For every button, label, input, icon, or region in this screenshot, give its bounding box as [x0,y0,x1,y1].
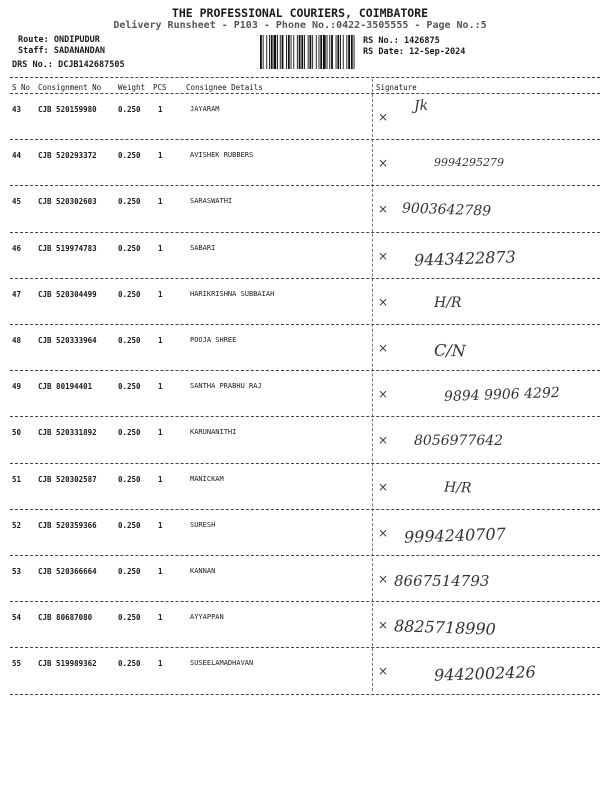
row-weight: 0.250 [118,105,141,114]
table-row [0,648,600,694]
row-weight: 0.250 [118,613,141,623]
signature-mark-icon: × [378,387,389,402]
signature-mark-icon: × [378,479,389,494]
signature-handwriting: 8056977642 [414,433,504,450]
signature-mark-icon: × [378,294,389,309]
rs-no-line [363,36,440,46]
row-signature [374,417,600,463]
row-consignment-no: CJB 520293372 [38,151,97,161]
row-signature [374,510,600,556]
signature-handwriting: Jk [413,97,429,115]
row-sno: 49 [12,382,22,392]
row-consignee-name: SABARI [190,243,216,252]
signature-mark-icon: × [378,572,389,586]
row-signature [374,94,600,140]
route-label: Route: [18,35,49,45]
row-weight: 0.250 [118,243,141,253]
table-row [0,556,600,602]
col-header-pcs: PCS [153,83,167,92]
row-consignee-name: KARUNANITHI [190,428,237,437]
route-value: ONDIPUDUR [53,35,100,45]
row-consignee-name: KANNAN [190,567,216,575]
row-weight: 0.250 [118,567,141,576]
row-consignment-no: CJB 520159980 [38,105,97,114]
table-row [0,140,600,186]
drs-label: DRS No.: [12,60,53,70]
row-weight: 0.250 [118,520,141,530]
row-pcs: 1 [158,520,163,530]
row-sno: 44 [12,151,22,161]
col-header-weight: Weight [118,83,146,92]
drs-line [12,60,125,70]
row-pcs: 1 [158,659,163,669]
row-consignment-no: CJB 80687080 [38,613,93,623]
row-weight: 0.250 [118,197,141,207]
row-sno: 43 [12,105,22,114]
table-row [0,371,600,417]
row-signature [374,140,600,186]
row-consignment-no: CJB 520304499 [38,289,97,299]
row-weight: 0.250 [118,289,141,299]
signature-handwriting: C/N [433,340,466,361]
row-pcs: 1 [158,336,163,345]
signature-handwriting: 9003642789 [401,200,492,220]
row-consignee-name: AVISHEK RUBBERS [190,151,254,160]
row-pcs: 1 [158,567,163,576]
table-row [0,94,600,140]
row-consignee-name: MANICKAM [190,474,224,483]
signature-mark-icon: × [378,341,389,355]
row-consignee-name: JAYARAM [190,105,220,113]
row-signature [374,371,600,417]
staff-value: SADANANDAN [53,46,106,56]
signature-handwriting: 9994295279 [434,156,504,170]
barcode-image [258,33,358,73]
row-consignment-no: CJB 519989362 [38,659,97,669]
table-row [0,464,600,510]
row-signature [374,233,600,279]
row-weight: 0.250 [118,382,141,392]
row-weight: 0.250 [118,474,141,484]
row-consignment-no: CJB 520302587 [38,474,97,484]
row-sno: 47 [12,289,22,299]
rs-date-label: RS Date: [363,47,404,57]
col-header-sno: S No [12,83,31,92]
rs-no-value: 1426875 [403,36,440,46]
row-separator [10,694,600,695]
col-header-consignment: Consignment No [38,83,102,92]
row-sno: 45 [12,197,22,207]
row-weight: 0.250 [118,151,141,161]
row-signature [374,325,600,371]
row-consignee-name: SUSEELAMADHAVAN [190,659,254,668]
signature-handwriting: H/R [443,479,472,497]
row-consignee-name: AYYAPPAN [190,613,224,622]
rs-date-value: 12-Sep-2024 [409,47,466,57]
runsheet-title: THE PROFESSIONAL COURIERS, COIMBATORE [171,6,429,20]
signature-handwriting: 9443422873 [413,246,517,270]
row-consignee-name: SANTHA PRABHU RAJ [190,382,262,391]
table-row [0,233,600,279]
table-row [0,417,600,463]
table-top-rule [10,77,600,78]
signature-handwriting: 9442002426 [433,662,537,686]
col-header-signature: Signature [376,83,417,92]
signature-handwriting: 8667514793 [394,572,490,590]
row-pcs: 1 [158,382,163,392]
row-pcs: 1 [158,474,163,484]
row-pcs: 1 [158,243,163,253]
row-signature [374,556,600,602]
signature-mark-icon: × [378,433,389,448]
row-consignment-no: CJB 80194401 [38,382,93,392]
route-line [18,35,100,45]
signature-handwriting: 9994240707 [403,524,507,547]
runsheet-subtitle: Delivery Runsheet - P103 - Phone No.:0422-3505555 - Page No.:5 [113,20,487,31]
row-pcs: 1 [158,289,163,299]
row-pcs: 1 [158,105,163,114]
row-sno: 52 [12,520,22,530]
row-consignee-name: SARASWATHI [190,197,233,206]
row-consignment-no: CJB 519974783 [38,243,97,253]
table-row [0,279,600,325]
row-pcs: 1 [158,613,163,623]
row-consignment-no: CJB 520331892 [38,428,97,438]
table-row [0,186,600,232]
row-consignee-name: POOJA SHREE [190,336,237,344]
row-signature [374,648,600,694]
row-signature [374,602,600,648]
row-weight: 0.250 [118,659,141,669]
signature-mark-icon: × [378,618,389,633]
row-signature [374,279,600,325]
row-consignee-name: SURESH [190,520,216,529]
signature-mark-icon: × [378,248,389,263]
row-weight: 0.250 [118,336,141,345]
row-consignment-no: CJB 520366664 [38,567,97,576]
row-sno: 48 [12,336,22,345]
table-row [0,510,600,556]
signature-handwriting: 8825718990 [393,616,497,639]
signature-handwriting: 9894 9906 4292 [443,385,561,406]
row-sno: 53 [12,567,22,576]
signature-mark-icon: × [378,202,389,217]
row-sno: 55 [12,659,22,669]
table-row [0,602,600,648]
row-consignee-name: HARIKRISHNA SUBBAIAH [190,289,275,298]
row-consignment-no: CJB 520302603 [38,197,97,207]
signature-handwriting: H/R [434,294,462,311]
signature-mark-icon: × [378,156,389,171]
row-pcs: 1 [158,151,163,161]
table-row [0,325,600,371]
col-header-consignee: Consignee Details [186,83,263,92]
row-weight: 0.250 [118,428,141,438]
staff-label: Staff: [18,46,49,56]
row-sno: 50 [12,428,22,438]
row-pcs: 1 [158,197,163,207]
rs-date-line [363,47,465,57]
drs-value: DCJB142687505 [58,60,125,70]
row-signature [374,186,600,232]
row-consignment-no: CJB 520359366 [38,520,97,530]
row-consignment-no: CJB 520333964 [38,336,97,345]
row-sno: 51 [12,474,22,484]
staff-line [18,46,105,56]
rs-no-label: RS No.: [363,36,399,46]
signature-mark-icon: × [378,664,389,679]
row-pcs: 1 [158,428,163,438]
signature-mark-icon: × [378,525,389,540]
row-sno: 54 [12,613,22,623]
row-sno: 46 [12,243,22,253]
row-signature [374,464,600,510]
signature-mark-icon: × [378,110,389,124]
